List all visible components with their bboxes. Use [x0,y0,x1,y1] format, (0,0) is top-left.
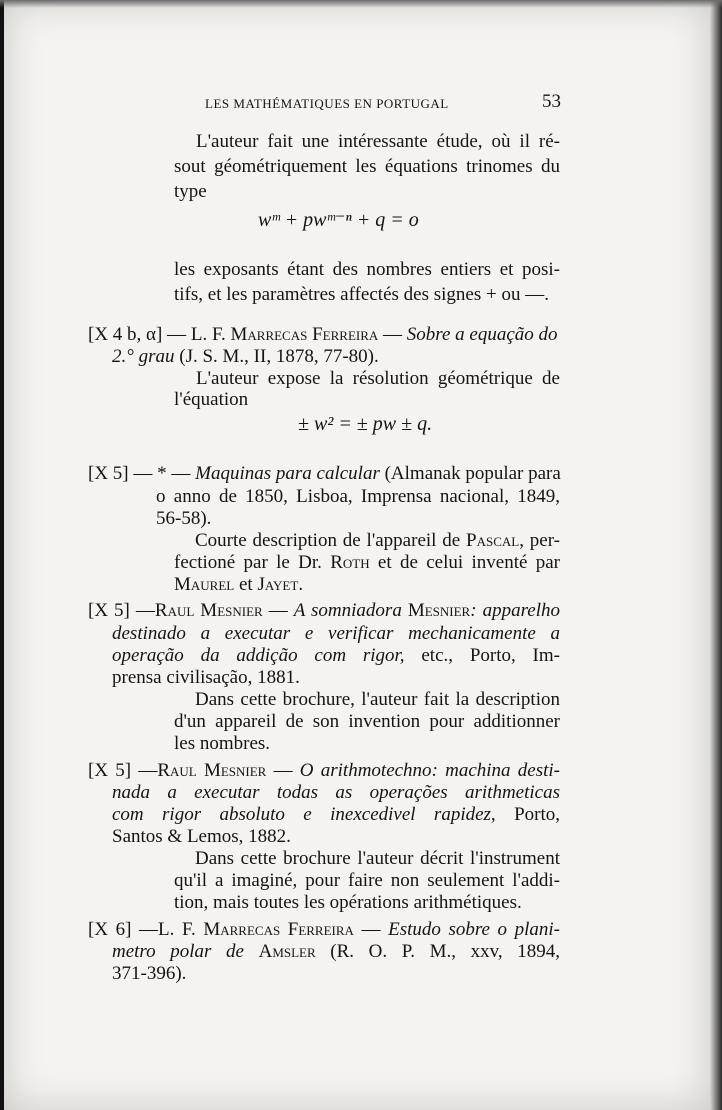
entry-2-summary-text-f: . [298,574,304,595]
entry-4-title-b: : machina desti- [431,760,560,781]
entry-2-classification: [X 5] — [88,463,153,484]
running-header [205,91,561,120]
entry-4-summary-1: Dans cette brochure l'auteur décrit l'instrument [195,848,560,869]
entry-1-title: Sobre a equação do [406,324,558,345]
entry-4-title-a: O arithmotechno [299,760,432,781]
entry-3-citation-2: prensa civilisação, 1881. [112,667,300,688]
entry-1-classification: [X 4 b, α] — [88,324,187,345]
entry-4-summary-3: tion, mais toutes les opérations arithmétiques. [174,892,522,913]
entry-3-author: Raul Mesnier [154,600,263,621]
entry-5-author: L. F. Marrecas Ferreira [158,919,354,940]
entry-5-title-line-2 [112,941,560,963]
entry-2-title: Maquinas para calcular [195,463,380,484]
entry-4-citation-1: Porto, [514,804,561,825]
entry-4-heading: [X 5] —Raul Mesnier — O arithmotechno: machina desti- [88,760,560,781]
entry-0-line-1: L'auteur fait une intéressante étude, où il ré- [196,131,560,152]
entry-2-summary-text-a: Courte description de l'appareil de [195,530,467,551]
entry-2-heading: [X 5] — * — Maquinas para calcular (Almanak popular para [88,463,561,484]
entry-5-citation-1: (R. O. P. M., xxv, 1894, [330,941,560,962]
entry-1-summary-2: l'équation [174,389,249,410]
name-mesnier: Mesnier [407,600,471,621]
entry-2-citation-2: o anno de 1850, Lisboa, Imprensa nacional, 1849, [156,486,560,507]
entry-0-after-1: les exposants étant des nombres entiers et posi- [174,259,560,280]
entry-5-heading: [X 6] —L. F. Marrecas Ferreira — Estudo sobre o plani- [88,919,560,940]
entry-0-line-2: sout géométriquement les équations trinomes du [174,156,560,177]
entry-5-citation-2: 371-396). [112,963,187,984]
scan-right-edge [710,0,722,1110]
page-number: 53 [542,91,561,112]
entry-4-summary-2: qu'il a imaginé, pour faire non seulement l'addi- [174,870,560,891]
entry-3-heading: [X 5] —Raul Mesnier — A somniadora Mesnier: apparelho [88,600,560,621]
name-amsler: Amsler [258,941,316,962]
entry-1-heading-2 [112,346,379,368]
entry-2-summary-2 [174,552,560,574]
entry-1-heading: [X 4 b, α] — L. F. Marrecas Ferreira — Sobre a equação do [88,324,558,345]
entry-2-summary-3 [174,574,303,596]
entry-0-after-2: tifs, et les paramètres affectés des signes + ou —. [174,284,549,305]
name-jayet: Jayet [257,574,299,595]
entry-5-classification: [X 6] — [88,919,159,940]
trinomial-formula: wᵐ + pwᵐ⁻ⁿ + q = o [258,209,419,231]
entry-3-title-a: A somniadora [293,600,408,621]
quadratic-formula: ± w² = ± pw ± q. [298,413,433,435]
entry-3-summary-1: Dans cette brochure, l'auteur fait la description [195,689,560,710]
entry-3-title-b: : apparelho [470,600,560,621]
entry-4-classification: [X 5] — [88,760,158,781]
entry-4-citation-2: Santos & Lemos, 1882. [112,826,291,847]
entry-3-summary-3: les nombres. [174,733,271,754]
entry-3-classification: [X 5] — [88,600,155,621]
entry-1-author: L. F. Marrecas Ferreira [190,324,379,345]
entry-2-summary-text-c: fectioné par le Dr. [174,552,331,573]
name-roth: Roth [330,552,370,573]
entry-1-citation: (J. S. M., II, 1878, 77-80). [179,346,379,367]
name-pascal: Pascal [466,530,520,551]
entry-3-title-line-3 [112,645,560,667]
entry-5-title-a: Estudo sobre o plani- [388,919,560,940]
name-maurel: Maurel [174,574,235,595]
entry-2-summary-1 [195,530,560,552]
entry-3-title-line-2: destinado a executar e verificar mechanicamente a [112,623,560,644]
entry-3-citation-1: etc., Porto, Im- [421,645,560,666]
entry-2-author: * [157,463,167,484]
entry-1-title-cont: 2.° grau [112,346,175,367]
entry-5-title-b: metro polar de [112,941,259,962]
entry-3-summary-2: d'un appareil de son invention pour additionner [174,711,560,732]
entry-1-summary-1: L'auteur expose la résolution géométrique de [196,368,560,389]
entry-0-line-3: type [174,181,207,202]
entry-4-title-line-2: nada a executar todas as operações arithmeticas [112,782,560,803]
entry-2-summary-text-d: et de celui inventé par [369,552,560,573]
entry-2-summary-text-e: et [234,574,258,595]
scan-top-edge [0,0,722,8]
entry-3-title-c: operação da addição com rigor, [112,645,405,666]
entry-4-author: Raul Mesnier [157,760,267,781]
entry-4-title-c: com rigor absoluto e inexcedivel rapidez, [112,804,496,825]
entry-4-title-line-3 [112,804,560,826]
scan-left-edge [0,0,4,1110]
entry-2-citation-3: 56-58). [156,508,212,529]
entry-2-summary-text-b: , per- [519,530,561,551]
running-title: LES MATHÉMATIQUES EN PORTUGAL [205,96,449,111]
entry-2-citation-1: (Almanak popular para [384,463,561,484]
